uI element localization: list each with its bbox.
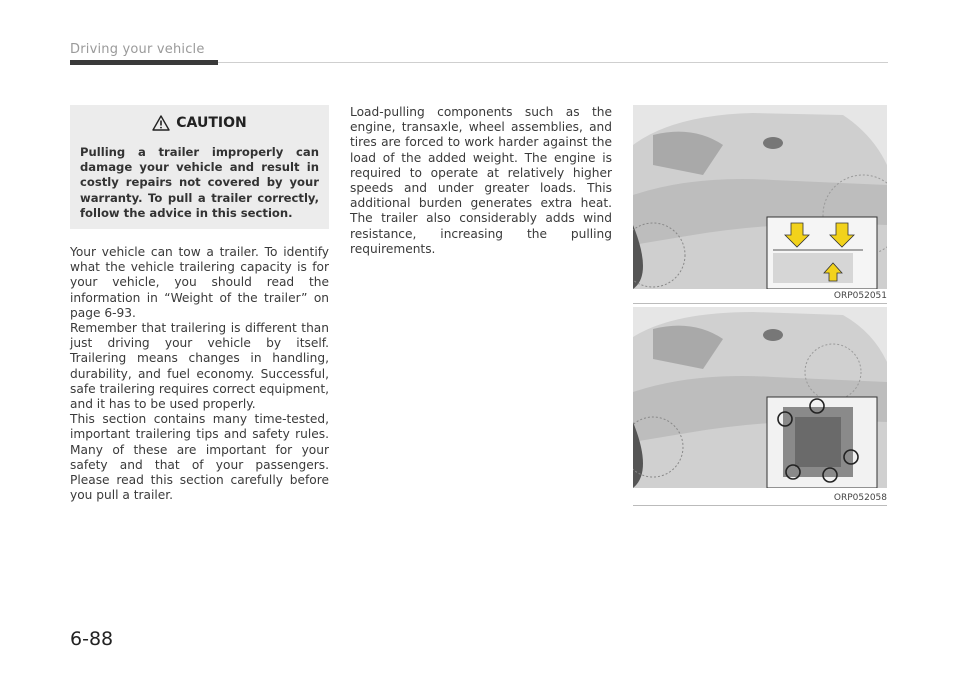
figure-trailer-hitch-bolts: [633, 307, 887, 488]
caution-title: CAUTION: [176, 115, 247, 131]
header-rule: [218, 62, 888, 63]
caution-text: Pulling a trailer improperly can damage your vehicle and result in costly repairs not covered by your warranty. To pull a trailer correctly, follow the advice in this section.: [80, 145, 319, 220]
header-title: Driving your vehicle: [70, 42, 205, 57]
figure-rule-1: [633, 303, 887, 304]
right-column: [350, 105, 612, 257]
figure-caption-1: ORP052051: [833, 291, 887, 301]
warning-triangle-icon: [152, 115, 170, 131]
left-paragraph-2: Remember that trailering is different than just driving your vehicle by itself. Trailering means changes in handling, durability, and fuel economy. Successful, safe trailering requires correct equipment, and it has to be used properly.: [70, 321, 329, 412]
header-bar: [70, 60, 218, 65]
left-paragraph-3: This section contains many time-tested, important trailering tips and safety rules. Many of these are important for your safety and that of your passengers. Please read this section carefully before you pull a trailer.: [70, 412, 329, 503]
caution-box: [70, 105, 329, 229]
left-paragraph-1: Your vehicle can tow a trailer. To identify what the vehicle trailering capacity is for your vehicle, you should read the information in “Weight of the trailer” on page 6-93.: [70, 245, 329, 320]
figure-trailer-hitch-arrows: [633, 105, 887, 289]
right-paragraph: Load-pulling components such as the engine, transaxle, wheel assemblies, and tires are forced to work harder against the load of the added weight. The engine is required to operate at relatively higher speeds and under greater loads. This additional burden generates extra heat. The trailer also considerably adds wind resistance, increasing the pulling requirements.: [350, 105, 612, 256]
caution-heading: [80, 115, 319, 131]
figure-rule-2: [633, 505, 887, 506]
left-column: [70, 245, 329, 503]
page-number: 6-88: [70, 628, 114, 650]
figure-caption-2: ORP052058: [833, 493, 887, 503]
